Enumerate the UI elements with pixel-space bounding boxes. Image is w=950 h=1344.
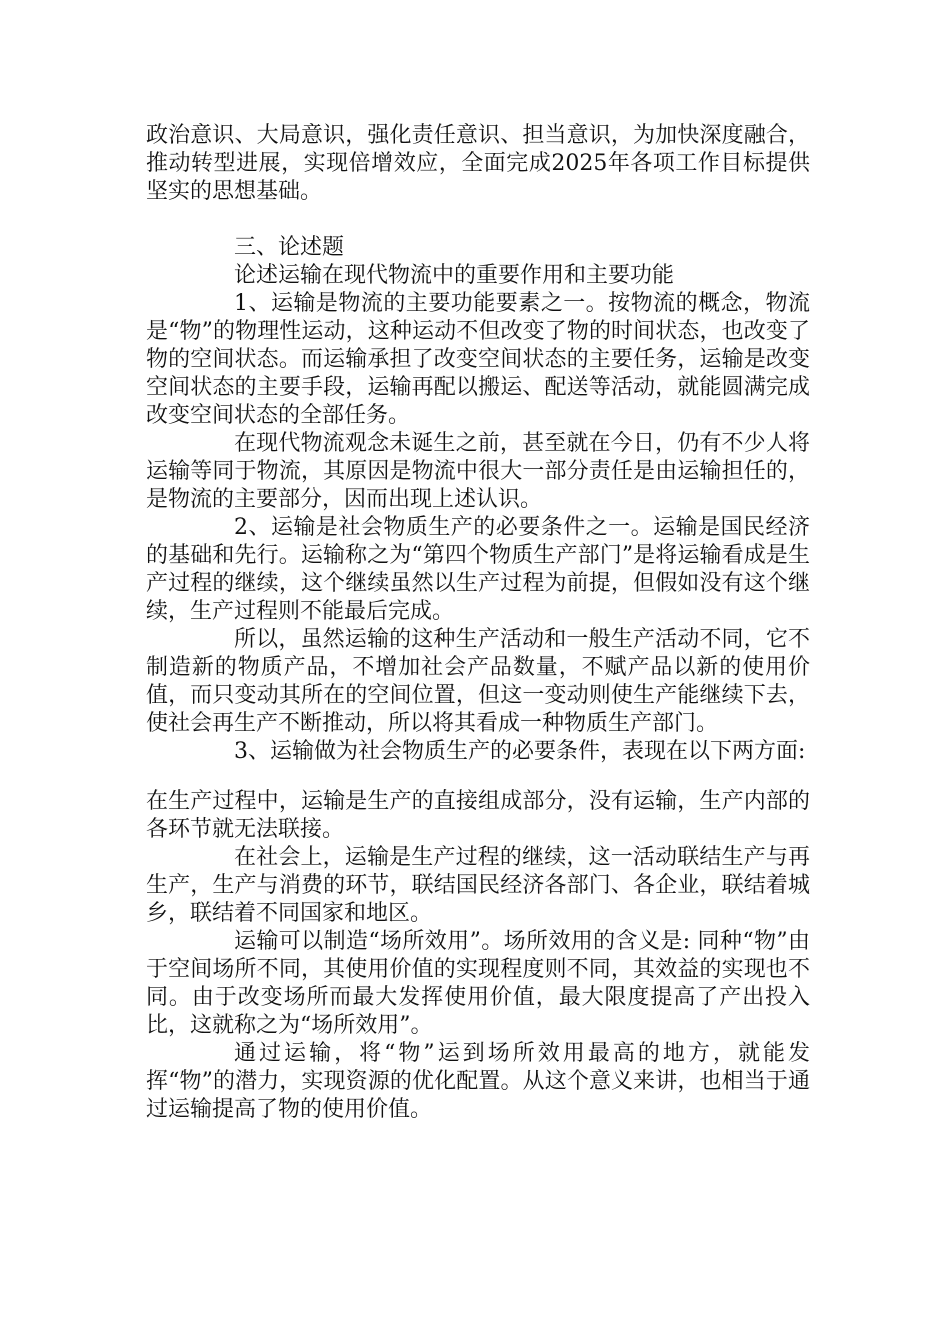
paragraph-place-utility: 运输可以制造“场所效用”。场所效用的含义是: 同种“物”由于空间场所不同，其使用价值的实现程度则不同，其效益的实现也不同。由于改变场所而最大发挥使用价值，最大限度提高了产出投入比，这就称之为“场所效用”。 xyxy=(146,929,810,1038)
paragraph-conclusion: 通过运输，将“物”运到场所效用最高的地方，就能发挥“物”的潜力，实现资源的优化配置。从这个意义来讲，也相当于通过运输提高了物的使用价值。 xyxy=(146,1041,810,1122)
paragraph-point-1: 1、运输是物流的主要功能要素之一。按物流的概念，物流是“物”的物理性运动，这种运动不但改变了物的时间状态，也改变了物的空间状态。而运输承担了改变空间状态的主要任务，运输是改变空间状态的主要手段，运输再配以搬运、配送等活动，就能圆满完成改变空间状态的全部任务。 xyxy=(146,291,810,428)
question-title: 论述运输在现代物流中的重要作用和主要功能 xyxy=(234,263,675,288)
document-body xyxy=(146,122,810,1124)
paragraph-point-1-note: 在现代物流观念未诞生之前，甚至就在今日，仍有不少人将运输等同于物流，其原因是物流中很大一部分责任是由运输担任的，是物流的主要部分，因而出现上述认识。 xyxy=(146,431,810,512)
paragraph-point-2: 2、运输是社会物质生产的必要条件之一。运输是国民经济的基础和先行。运输称之为“第四个物质生产部门”是将运输看成是生产过程的继续，这个继续虽然以生产过程为前提，但假如没有这个继续，生产过程则不能最后完成。 xyxy=(146,515,810,624)
paragraph-production-process: 在生产过程中，运输是生产的直接组成部分，没有运输，生产内部的各环节就无法联接。 xyxy=(146,789,810,842)
paragraph-intro-continuation: 政治意识、大局意识，强化责任意识、担当意识，为加快深度融合，推动转型进展，实现倍增效应，全面完成2025年各项工作目标提供坚实的思想基础。 xyxy=(146,123,810,204)
paragraph-point-2-note: 所以，虽然运输的这种生产活动和一般生产活动不同，它不制造新的物质产品，不增加社会产品数量，不赋产品以新的使用价值，而只变动其所在的空间位置，但这一变动则使生产能继续下去，使社会再生产不断推动，所以将其看成一种物质生产部门。 xyxy=(146,627,810,736)
paragraph-society: 在社会上，运输是生产过程的继续，这一活动联结生产与再生产，生产与消费的环节，联结国民经济各部门、各企业，联结着城乡，联结着不同国家和地区。 xyxy=(146,845,810,926)
paragraph-point-3: 3、运输做为社会物质生产的必要条件，表现在以下两方面: xyxy=(234,739,806,764)
section-heading: 三、论述题 xyxy=(234,235,345,260)
